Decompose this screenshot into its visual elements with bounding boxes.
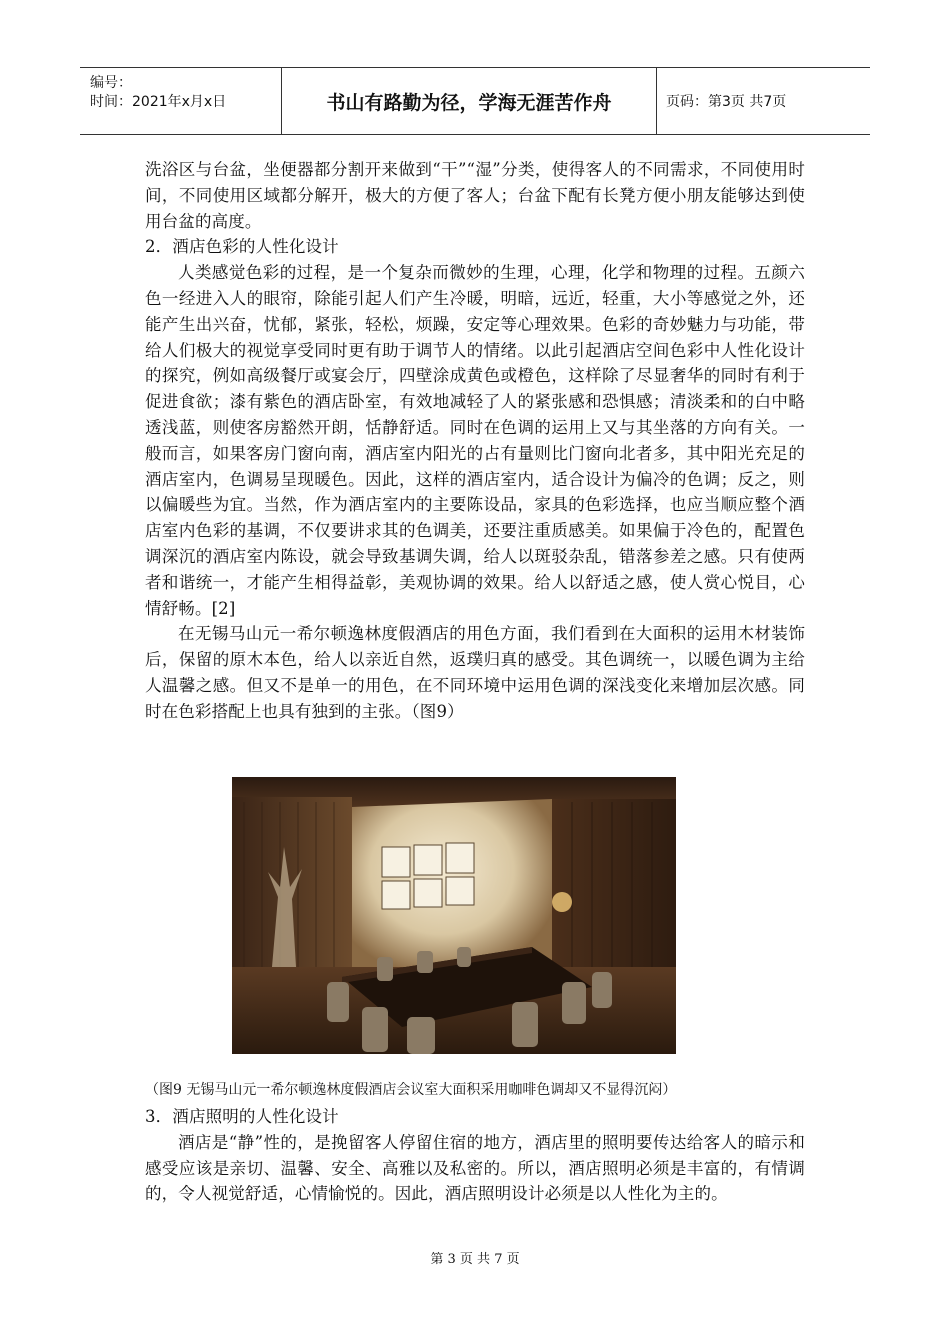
- date-label: 时间：2021年x月x日: [90, 94, 227, 110]
- number-label: 编号：: [90, 75, 132, 91]
- page-footer: 第 3 页 共 7 页: [430, 1252, 520, 1267]
- paragraph-lighting: 酒店是“静”性的，是挽留客人停留住宿的地方，酒店里的照明要传达给客人的暗示和感受应该是亲切、温馨、安全、高雅以及私密的。所以，酒店照明必须是丰富的，有情调的，令人视觉舒适，心情愉悦的。因此，酒店照明设计必须是以人性化为主的。: [145, 1132, 805, 1204]
- figure-caption: （图9 无锡马山元一希尔顿逸林度假酒店会议室大面积采用咖啡色调却又不显得沉闷）: [145, 1082, 677, 1098]
- paragraph-hilton-colors: 在无锡马山元一希尔顿逸林度假酒店的用色方面，我们看到在大面积的运用木材装饰后，保留的原木本色，给人以亲近自然，返璞归真的感受。其色调统一，以暖色调为主给人温馨之感。但又不是单一的用色，在不同环境中运用色调的深浅变化来增加层次感。同时在色彩搭配上也具有独到的主张。（图9）: [145, 624, 805, 721]
- header-page-label: 页码：第3页 共7页: [666, 94, 787, 110]
- body-text-lighting: [145, 1104, 805, 1207]
- meeting-room-photo: [232, 777, 676, 1054]
- section-heading-lighting: 3．酒店照明的人性化设计: [145, 1107, 339, 1126]
- section-heading-color: 2．酒店色彩的人性化设计: [145, 237, 339, 257]
- body-text: [145, 157, 805, 725]
- page-header: [80, 67, 870, 135]
- paragraph-continuation: 洗浴区与台盆，坐便器都分割开来做到“干”“湿”分类，使得客人的不同需求，不同使用时间，不同使用区域都分解开，极大的方便了客人；台盆下配有长凳方便小朋友能够达到使用台盆的高度。: [145, 160, 805, 231]
- header-meta: [80, 68, 282, 134]
- header-motto: 书山有路勤为径，学海无涯苦作舟: [282, 68, 657, 134]
- paragraph-color-perception: 人类感觉色彩的过程，是一个复杂而微妙的生理，心理，化学和物理的过程。五颜六色一经进入人的眼帘，除能引起人们产生冷暖，明暗，远近，轻重，大小等感觉之外，还能产生出兴奋，忧郁，紧张，轻松，烦躁，安定等心理效果。色彩的奇妙魅力与功能，带给人们极大的视觉享受同时更有助于调节人的情绪。以此引起酒店空间色彩中人性化设计的探究，例如高级餐厅或宴会厅，四壁涂成黄色或橙色，这样除了尽显奢华的同时有利于促进食欲；漆有紫色的酒店卧室，有效地减轻了人的紧张感和恐惧感；清淡柔和的白中略透浅蓝，则使客房豁然开朗，恬静舒适。同时在色调的运用上又与其坐落的方向有关。一般而言，如果客房门窗向南，酒店室内阳光的占有量则比门窗向北者多，其中阳光充足的酒店室内，色调易呈现暖色。因此，这样的酒店室内，适合设计为偏冷的色调；反之，则以偏暖些为宜。当然，作为酒店室内的主要陈设品，家具的色彩选择，也应当顺应整个酒店室内色彩的基调，不仅要讲求其的色调美，还要注重质感美。如果偏于冷色的，配置色调深沉的酒店室内陈设，就会导致基调失调，给人以斑驳杂乱，错落参差之感。只有使两者和谐统一，才能产生相得益彰，美观协调的效果。给人以舒适之感，使人赏心悦目，心情舒畅。[2]: [145, 263, 805, 618]
